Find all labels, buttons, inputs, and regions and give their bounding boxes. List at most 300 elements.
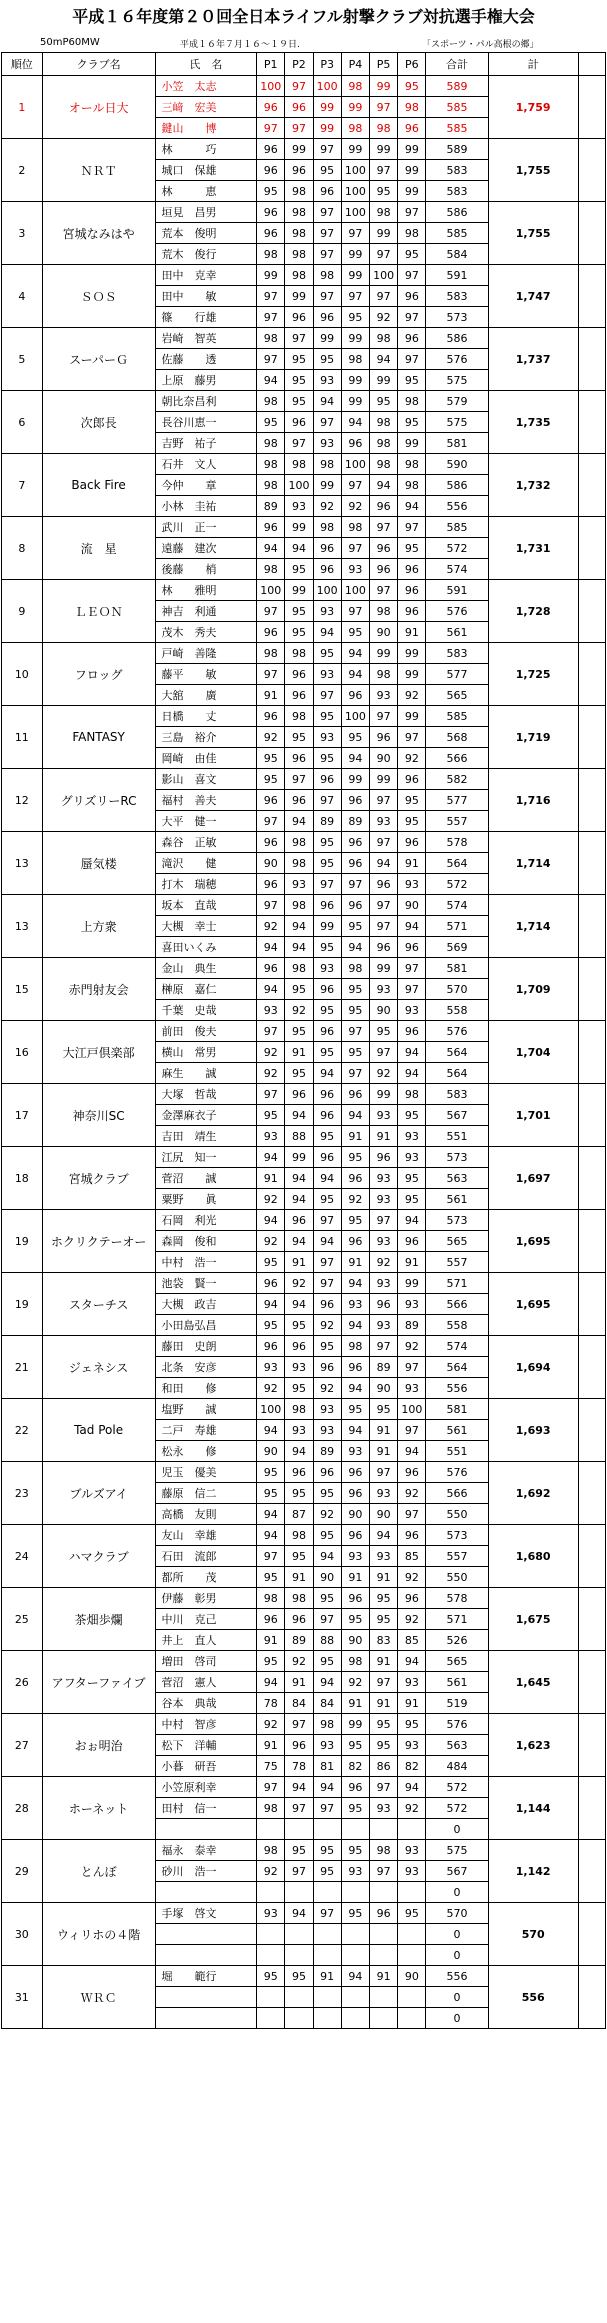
shooter-name: 茂木 秀夫 bbox=[155, 622, 257, 643]
series-score: 94 bbox=[257, 1147, 285, 1168]
series-score bbox=[341, 1987, 369, 2008]
series-score: 98 bbox=[257, 244, 285, 265]
series-score: 89 bbox=[370, 1357, 398, 1378]
series-score: 95 bbox=[313, 1126, 341, 1147]
club-total: 1,714 bbox=[488, 895, 578, 958]
series-score: 92 bbox=[257, 1861, 285, 1882]
col-header: 順位 bbox=[2, 53, 43, 76]
series-score: 98 bbox=[370, 664, 398, 685]
row-spacer bbox=[578, 265, 605, 328]
rank-cell: 4 bbox=[2, 265, 43, 328]
club-total: 1,694 bbox=[488, 1336, 578, 1399]
club-name-cell: ＬＥＯＮ bbox=[42, 580, 155, 643]
club-name-cell: 蜃気楼 bbox=[42, 832, 155, 895]
series-score: 98 bbox=[285, 643, 313, 664]
shooter-total: 550 bbox=[426, 1504, 488, 1525]
series-score: 97 bbox=[370, 1042, 398, 1063]
shooter-name: 佐藤 透 bbox=[155, 349, 257, 370]
series-score: 99 bbox=[398, 664, 426, 685]
series-score bbox=[341, 1924, 369, 1945]
shooter-name: 小田島弘昌 bbox=[155, 1315, 257, 1336]
shooter-total: 0 bbox=[426, 1924, 488, 1945]
series-score: 97 bbox=[341, 1063, 369, 1084]
shooter-total: 589 bbox=[426, 139, 488, 160]
series-score: 95 bbox=[257, 1315, 285, 1336]
series-score: 92 bbox=[257, 727, 285, 748]
series-score: 93 bbox=[370, 1483, 398, 1504]
series-score: 92 bbox=[257, 1189, 285, 1210]
series-score: 97 bbox=[313, 685, 341, 706]
shooter-name: 林 巧 bbox=[155, 139, 257, 160]
series-score: 92 bbox=[370, 307, 398, 328]
series-score: 96 bbox=[398, 580, 426, 601]
shooter-total: 581 bbox=[426, 1399, 488, 1420]
shooter-total: 578 bbox=[426, 1588, 488, 1609]
series-score: 94 bbox=[285, 916, 313, 937]
series-score: 95 bbox=[398, 790, 426, 811]
series-score: 92 bbox=[398, 685, 426, 706]
series-score: 93 bbox=[257, 1903, 285, 1924]
club-name-cell: ＮＲＴ bbox=[42, 139, 155, 202]
shooter-name: 上原 藤男 bbox=[155, 370, 257, 391]
series-score: 98 bbox=[285, 895, 313, 916]
shooter-name: 中川 克己 bbox=[155, 1609, 257, 1630]
series-score: 99 bbox=[313, 916, 341, 937]
series-score: 95 bbox=[285, 349, 313, 370]
series-score: 94 bbox=[285, 538, 313, 559]
shooter-total: 563 bbox=[426, 1735, 488, 1756]
table-row bbox=[2, 1147, 606, 1168]
series-score: 93 bbox=[341, 559, 369, 580]
series-score: 98 bbox=[398, 454, 426, 475]
series-score: 91 bbox=[285, 1672, 313, 1693]
shooter-total: 0 bbox=[426, 2008, 488, 2029]
series-score: 93 bbox=[313, 1399, 341, 1420]
series-score: 94 bbox=[398, 1777, 426, 1798]
series-score: 93 bbox=[313, 664, 341, 685]
col-header: P6 bbox=[398, 53, 426, 76]
series-score: 99 bbox=[341, 139, 369, 160]
shooter-name: 田中 敏 bbox=[155, 286, 257, 307]
series-score: 96 bbox=[370, 1294, 398, 1315]
series-score: 99 bbox=[398, 706, 426, 727]
series-score: 91 bbox=[398, 853, 426, 874]
series-score: 98 bbox=[341, 958, 369, 979]
row-spacer bbox=[578, 202, 605, 265]
rank-cell: 28 bbox=[2, 1777, 43, 1840]
series-score: 97 bbox=[398, 1420, 426, 1441]
shooter-total: 578 bbox=[426, 832, 488, 853]
shooter-name: 朝比奈昌利 bbox=[155, 391, 257, 412]
series-score: 95 bbox=[398, 538, 426, 559]
series-score: 95 bbox=[370, 1609, 398, 1630]
series-score: 94 bbox=[285, 1777, 313, 1798]
shooter-total: 583 bbox=[426, 1084, 488, 1105]
series-score: 96 bbox=[257, 160, 285, 181]
series-score: 97 bbox=[257, 664, 285, 685]
shooter-name: 福永 泰幸 bbox=[155, 1840, 257, 1861]
series-score: 95 bbox=[341, 916, 369, 937]
shooter-name: 小笠原利幸 bbox=[155, 1777, 257, 1798]
series-score bbox=[313, 1924, 341, 1945]
series-score bbox=[257, 1882, 285, 1903]
series-score: 93 bbox=[257, 1126, 285, 1147]
series-score: 90 bbox=[398, 1966, 426, 1987]
club-name-cell: ウィリホの４階 bbox=[42, 1903, 155, 1966]
series-score: 96 bbox=[341, 1525, 369, 1546]
series-score: 93 bbox=[285, 874, 313, 895]
club-total: 1,731 bbox=[488, 517, 578, 580]
col-header: 合計 bbox=[426, 53, 488, 76]
table-row bbox=[2, 328, 606, 349]
series-score: 91 bbox=[398, 1252, 426, 1273]
series-score: 95 bbox=[285, 391, 313, 412]
series-score: 97 bbox=[370, 1672, 398, 1693]
series-score: 93 bbox=[398, 1840, 426, 1861]
series-score: 98 bbox=[370, 412, 398, 433]
series-score: 93 bbox=[313, 1420, 341, 1441]
series-score: 98 bbox=[257, 559, 285, 580]
club-total: 1,716 bbox=[488, 769, 578, 832]
series-score: 95 bbox=[370, 1021, 398, 1042]
shooter-total: 583 bbox=[426, 643, 488, 664]
club-total: 1,709 bbox=[488, 958, 578, 1021]
series-score: 97 bbox=[398, 979, 426, 1000]
shooter-name: 荒本 俊明 bbox=[155, 223, 257, 244]
club-name-cell: 神奈川SC bbox=[42, 1084, 155, 1147]
club-total: 556 bbox=[488, 1966, 578, 2029]
series-score: 97 bbox=[370, 1210, 398, 1231]
club-total: 1,692 bbox=[488, 1462, 578, 1525]
series-score: 99 bbox=[313, 118, 341, 139]
series-score: 98 bbox=[341, 76, 369, 97]
shooter-name: 松下 洋輔 bbox=[155, 1735, 257, 1756]
col-header: P5 bbox=[370, 53, 398, 76]
series-score: 99 bbox=[341, 1714, 369, 1735]
series-score: 96 bbox=[341, 685, 369, 706]
series-score: 96 bbox=[341, 433, 369, 454]
shooter-total: 572 bbox=[426, 1777, 488, 1798]
series-score: 99 bbox=[341, 769, 369, 790]
series-score: 96 bbox=[341, 1084, 369, 1105]
series-score: 95 bbox=[285, 727, 313, 748]
club-total: 1,755 bbox=[488, 139, 578, 202]
shooter-name: 長谷川恵一 bbox=[155, 412, 257, 433]
series-score: 100 bbox=[341, 706, 369, 727]
series-score: 95 bbox=[341, 727, 369, 748]
series-score: 95 bbox=[313, 748, 341, 769]
shooter-total: 569 bbox=[426, 937, 488, 958]
series-score: 95 bbox=[257, 1567, 285, 1588]
series-score: 94 bbox=[341, 1378, 369, 1399]
series-score: 96 bbox=[257, 223, 285, 244]
series-score: 95 bbox=[313, 706, 341, 727]
club-total: 1,623 bbox=[488, 1714, 578, 1777]
rank-cell: 3 bbox=[2, 202, 43, 265]
series-score: 95 bbox=[313, 1861, 341, 1882]
series-score: 96 bbox=[285, 1735, 313, 1756]
series-score: 100 bbox=[313, 76, 341, 97]
series-score: 95 bbox=[285, 1966, 313, 1987]
series-score: 97 bbox=[285, 1714, 313, 1735]
series-score: 95 bbox=[398, 412, 426, 433]
series-score: 94 bbox=[341, 748, 369, 769]
row-spacer bbox=[578, 1399, 605, 1462]
rank-cell: 15 bbox=[2, 958, 43, 1021]
series-score: 96 bbox=[370, 559, 398, 580]
shooter-name: 大塚 哲哉 bbox=[155, 1084, 257, 1105]
series-score: 98 bbox=[398, 1084, 426, 1105]
series-score: 94 bbox=[341, 1966, 369, 1987]
series-score: 94 bbox=[257, 1294, 285, 1315]
series-score: 87 bbox=[285, 1504, 313, 1525]
series-score: 97 bbox=[257, 1546, 285, 1567]
series-score: 95 bbox=[313, 853, 341, 874]
series-score: 95 bbox=[285, 1840, 313, 1861]
series-score: 91 bbox=[341, 1567, 369, 1588]
shooter-name: 金澤麻衣子 bbox=[155, 1105, 257, 1126]
shooter-name: 都所 茂 bbox=[155, 1567, 257, 1588]
club-name-cell: アフターファイブ bbox=[42, 1651, 155, 1714]
series-score: 100 bbox=[341, 580, 369, 601]
series-score: 93 bbox=[398, 1861, 426, 1882]
series-score: 94 bbox=[313, 1546, 341, 1567]
series-score bbox=[370, 1945, 398, 1966]
series-score: 97 bbox=[370, 1336, 398, 1357]
club-name-cell: 宮城なみはや bbox=[42, 202, 155, 265]
results-body bbox=[2, 76, 606, 2029]
series-score: 94 bbox=[313, 1063, 341, 1084]
club-total: 1,701 bbox=[488, 1084, 578, 1147]
shooter-name: 千葉 史哉 bbox=[155, 1000, 257, 1021]
series-score: 97 bbox=[398, 958, 426, 979]
series-score: 96 bbox=[285, 1084, 313, 1105]
shooter-total: 590 bbox=[426, 454, 488, 475]
rank-cell: 24 bbox=[2, 1525, 43, 1588]
series-score: 96 bbox=[313, 979, 341, 1000]
series-score: 95 bbox=[313, 937, 341, 958]
series-score: 92 bbox=[285, 1651, 313, 1672]
shooter-total: 591 bbox=[426, 265, 488, 286]
series-score: 93 bbox=[370, 1546, 398, 1567]
series-score: 96 bbox=[285, 1336, 313, 1357]
series-score: 98 bbox=[370, 1840, 398, 1861]
series-score: 95 bbox=[257, 181, 285, 202]
series-score: 96 bbox=[398, 601, 426, 622]
series-score: 93 bbox=[285, 496, 313, 517]
series-score: 96 bbox=[341, 1231, 369, 1252]
series-score: 94 bbox=[398, 916, 426, 937]
shooter-name: 谷本 典哉 bbox=[155, 1693, 257, 1714]
club-name-cell: 次郎長 bbox=[42, 391, 155, 454]
series-score: 96 bbox=[341, 1588, 369, 1609]
series-score: 96 bbox=[313, 769, 341, 790]
shooter-total: 567 bbox=[426, 1861, 488, 1882]
shooter-name: 荒木 俊行 bbox=[155, 244, 257, 265]
series-score bbox=[341, 1819, 369, 1840]
shooter-name: 垣見 昌男 bbox=[155, 202, 257, 223]
shooter-name: 打木 瑞穂 bbox=[155, 874, 257, 895]
series-score bbox=[398, 1882, 426, 1903]
series-score: 90 bbox=[341, 1630, 369, 1651]
series-score: 93 bbox=[370, 1315, 398, 1336]
shooter-name: 粟野 眞 bbox=[155, 1189, 257, 1210]
series-score: 92 bbox=[257, 1231, 285, 1252]
series-score: 95 bbox=[285, 1378, 313, 1399]
series-score: 97 bbox=[285, 433, 313, 454]
series-score: 90 bbox=[398, 895, 426, 916]
series-score bbox=[341, 1882, 369, 1903]
shooter-name: 林 雅明 bbox=[155, 580, 257, 601]
series-score: 89 bbox=[313, 1441, 341, 1462]
series-score: 95 bbox=[341, 1210, 369, 1231]
series-score: 94 bbox=[285, 1105, 313, 1126]
series-score: 95 bbox=[398, 1168, 426, 1189]
subheader bbox=[0, 34, 607, 52]
series-score: 98 bbox=[285, 832, 313, 853]
series-score: 93 bbox=[341, 1861, 369, 1882]
rank-cell: 1 bbox=[2, 76, 43, 139]
club-name-cell: ホーネット bbox=[42, 1777, 155, 1840]
series-score bbox=[398, 1924, 426, 1945]
series-score: 94 bbox=[313, 622, 341, 643]
series-score: 97 bbox=[257, 118, 285, 139]
series-score: 96 bbox=[341, 832, 369, 853]
club-total: 1,735 bbox=[488, 391, 578, 454]
series-score: 93 bbox=[398, 1378, 426, 1399]
series-score: 94 bbox=[341, 1315, 369, 1336]
shooter-total: 573 bbox=[426, 307, 488, 328]
rank-cell: 27 bbox=[2, 1714, 43, 1777]
series-score: 90 bbox=[370, 1504, 398, 1525]
series-score: 95 bbox=[257, 1651, 285, 1672]
series-score: 99 bbox=[398, 181, 426, 202]
shooter-name: 今仲 章 bbox=[155, 475, 257, 496]
col-header: P3 bbox=[313, 53, 341, 76]
series-score: 96 bbox=[313, 1021, 341, 1042]
series-score: 95 bbox=[341, 1903, 369, 1924]
shooter-total: 571 bbox=[426, 1273, 488, 1294]
series-score: 98 bbox=[313, 1714, 341, 1735]
series-score: 97 bbox=[313, 790, 341, 811]
series-score: 96 bbox=[341, 853, 369, 874]
series-score: 97 bbox=[313, 1798, 341, 1819]
series-score bbox=[341, 1945, 369, 1966]
series-score: 95 bbox=[285, 559, 313, 580]
rank-cell: 29 bbox=[2, 1840, 43, 1903]
shooter-total: 583 bbox=[426, 181, 488, 202]
shooter-name: 中村 智彦 bbox=[155, 1714, 257, 1735]
club-total: 570 bbox=[488, 1903, 578, 1966]
club-name-cell: FANTASY bbox=[42, 706, 155, 769]
row-spacer bbox=[578, 76, 605, 139]
shooter-name: 藤田 史朗 bbox=[155, 1336, 257, 1357]
row-spacer bbox=[578, 1651, 605, 1714]
shooter-name: 吉野 祐子 bbox=[155, 433, 257, 454]
shooter-name bbox=[155, 2008, 257, 2029]
series-score: 90 bbox=[370, 748, 398, 769]
series-score: 93 bbox=[370, 979, 398, 1000]
rank-cell: 18 bbox=[2, 1147, 43, 1210]
series-score: 96 bbox=[313, 559, 341, 580]
series-score: 92 bbox=[370, 1252, 398, 1273]
series-score: 99 bbox=[313, 97, 341, 118]
shooter-name bbox=[155, 1987, 257, 2008]
series-score: 83 bbox=[370, 1630, 398, 1651]
series-score: 96 bbox=[257, 139, 285, 160]
series-score: 95 bbox=[313, 1651, 341, 1672]
shooter-total: 572 bbox=[426, 538, 488, 559]
shooter-total: 576 bbox=[426, 1462, 488, 1483]
shooter-total: 583 bbox=[426, 286, 488, 307]
shooter-name: 三﨑 宏美 bbox=[155, 97, 257, 118]
club-total: 1,675 bbox=[488, 1588, 578, 1651]
shooter-name: 小林 圭祐 bbox=[155, 496, 257, 517]
club-total: 1,759 bbox=[488, 76, 578, 139]
series-score: 94 bbox=[313, 1777, 341, 1798]
series-score: 98 bbox=[285, 202, 313, 223]
series-score: 94 bbox=[285, 1294, 313, 1315]
rank-cell: 25 bbox=[2, 1588, 43, 1651]
shooter-total: 556 bbox=[426, 496, 488, 517]
series-score bbox=[285, 2008, 313, 2029]
series-score: 96 bbox=[257, 832, 285, 853]
shooter-total: 566 bbox=[426, 1294, 488, 1315]
series-score: 97 bbox=[313, 223, 341, 244]
club-name-cell: 大江戸倶楽部 bbox=[42, 1021, 155, 1084]
shooter-total: 575 bbox=[426, 412, 488, 433]
series-score: 92 bbox=[398, 748, 426, 769]
row-spacer bbox=[578, 1084, 605, 1147]
series-score: 88 bbox=[313, 1630, 341, 1651]
shooter-name: 神吉 利通 bbox=[155, 601, 257, 622]
series-score: 93 bbox=[313, 958, 341, 979]
shooter-total: 558 bbox=[426, 1000, 488, 1021]
table-row bbox=[2, 580, 606, 601]
table-row bbox=[2, 265, 606, 286]
series-score bbox=[257, 1987, 285, 2008]
series-score: 97 bbox=[257, 895, 285, 916]
shooter-name: 藤原 信二 bbox=[155, 1483, 257, 1504]
shooter-name: 井上 直人 bbox=[155, 1630, 257, 1651]
series-score: 96 bbox=[257, 517, 285, 538]
series-score: 98 bbox=[398, 391, 426, 412]
series-score: 98 bbox=[285, 244, 313, 265]
series-score: 96 bbox=[257, 1609, 285, 1630]
series-score: 93 bbox=[313, 727, 341, 748]
shooter-name: 田中 克幸 bbox=[155, 265, 257, 286]
rank-cell: 12 bbox=[2, 769, 43, 832]
series-score: 82 bbox=[398, 1756, 426, 1777]
table-row bbox=[2, 391, 606, 412]
series-score: 97 bbox=[370, 895, 398, 916]
rank-cell: 8 bbox=[2, 517, 43, 580]
table-row bbox=[2, 1210, 606, 1231]
club-total: 1,714 bbox=[488, 832, 578, 895]
series-score: 97 bbox=[341, 874, 369, 895]
series-score: 93 bbox=[398, 1147, 426, 1168]
series-score: 96 bbox=[313, 895, 341, 916]
series-score: 90 bbox=[341, 1504, 369, 1525]
series-score: 96 bbox=[398, 937, 426, 958]
series-score: 93 bbox=[398, 1294, 426, 1315]
series-score: 97 bbox=[341, 475, 369, 496]
club-name-cell: オール日大 bbox=[42, 76, 155, 139]
series-score: 94 bbox=[257, 370, 285, 391]
table-row bbox=[2, 1903, 606, 1924]
series-score: 95 bbox=[313, 160, 341, 181]
venue-label: 「スポーツ・パル高根の郷」 bbox=[422, 40, 539, 50]
